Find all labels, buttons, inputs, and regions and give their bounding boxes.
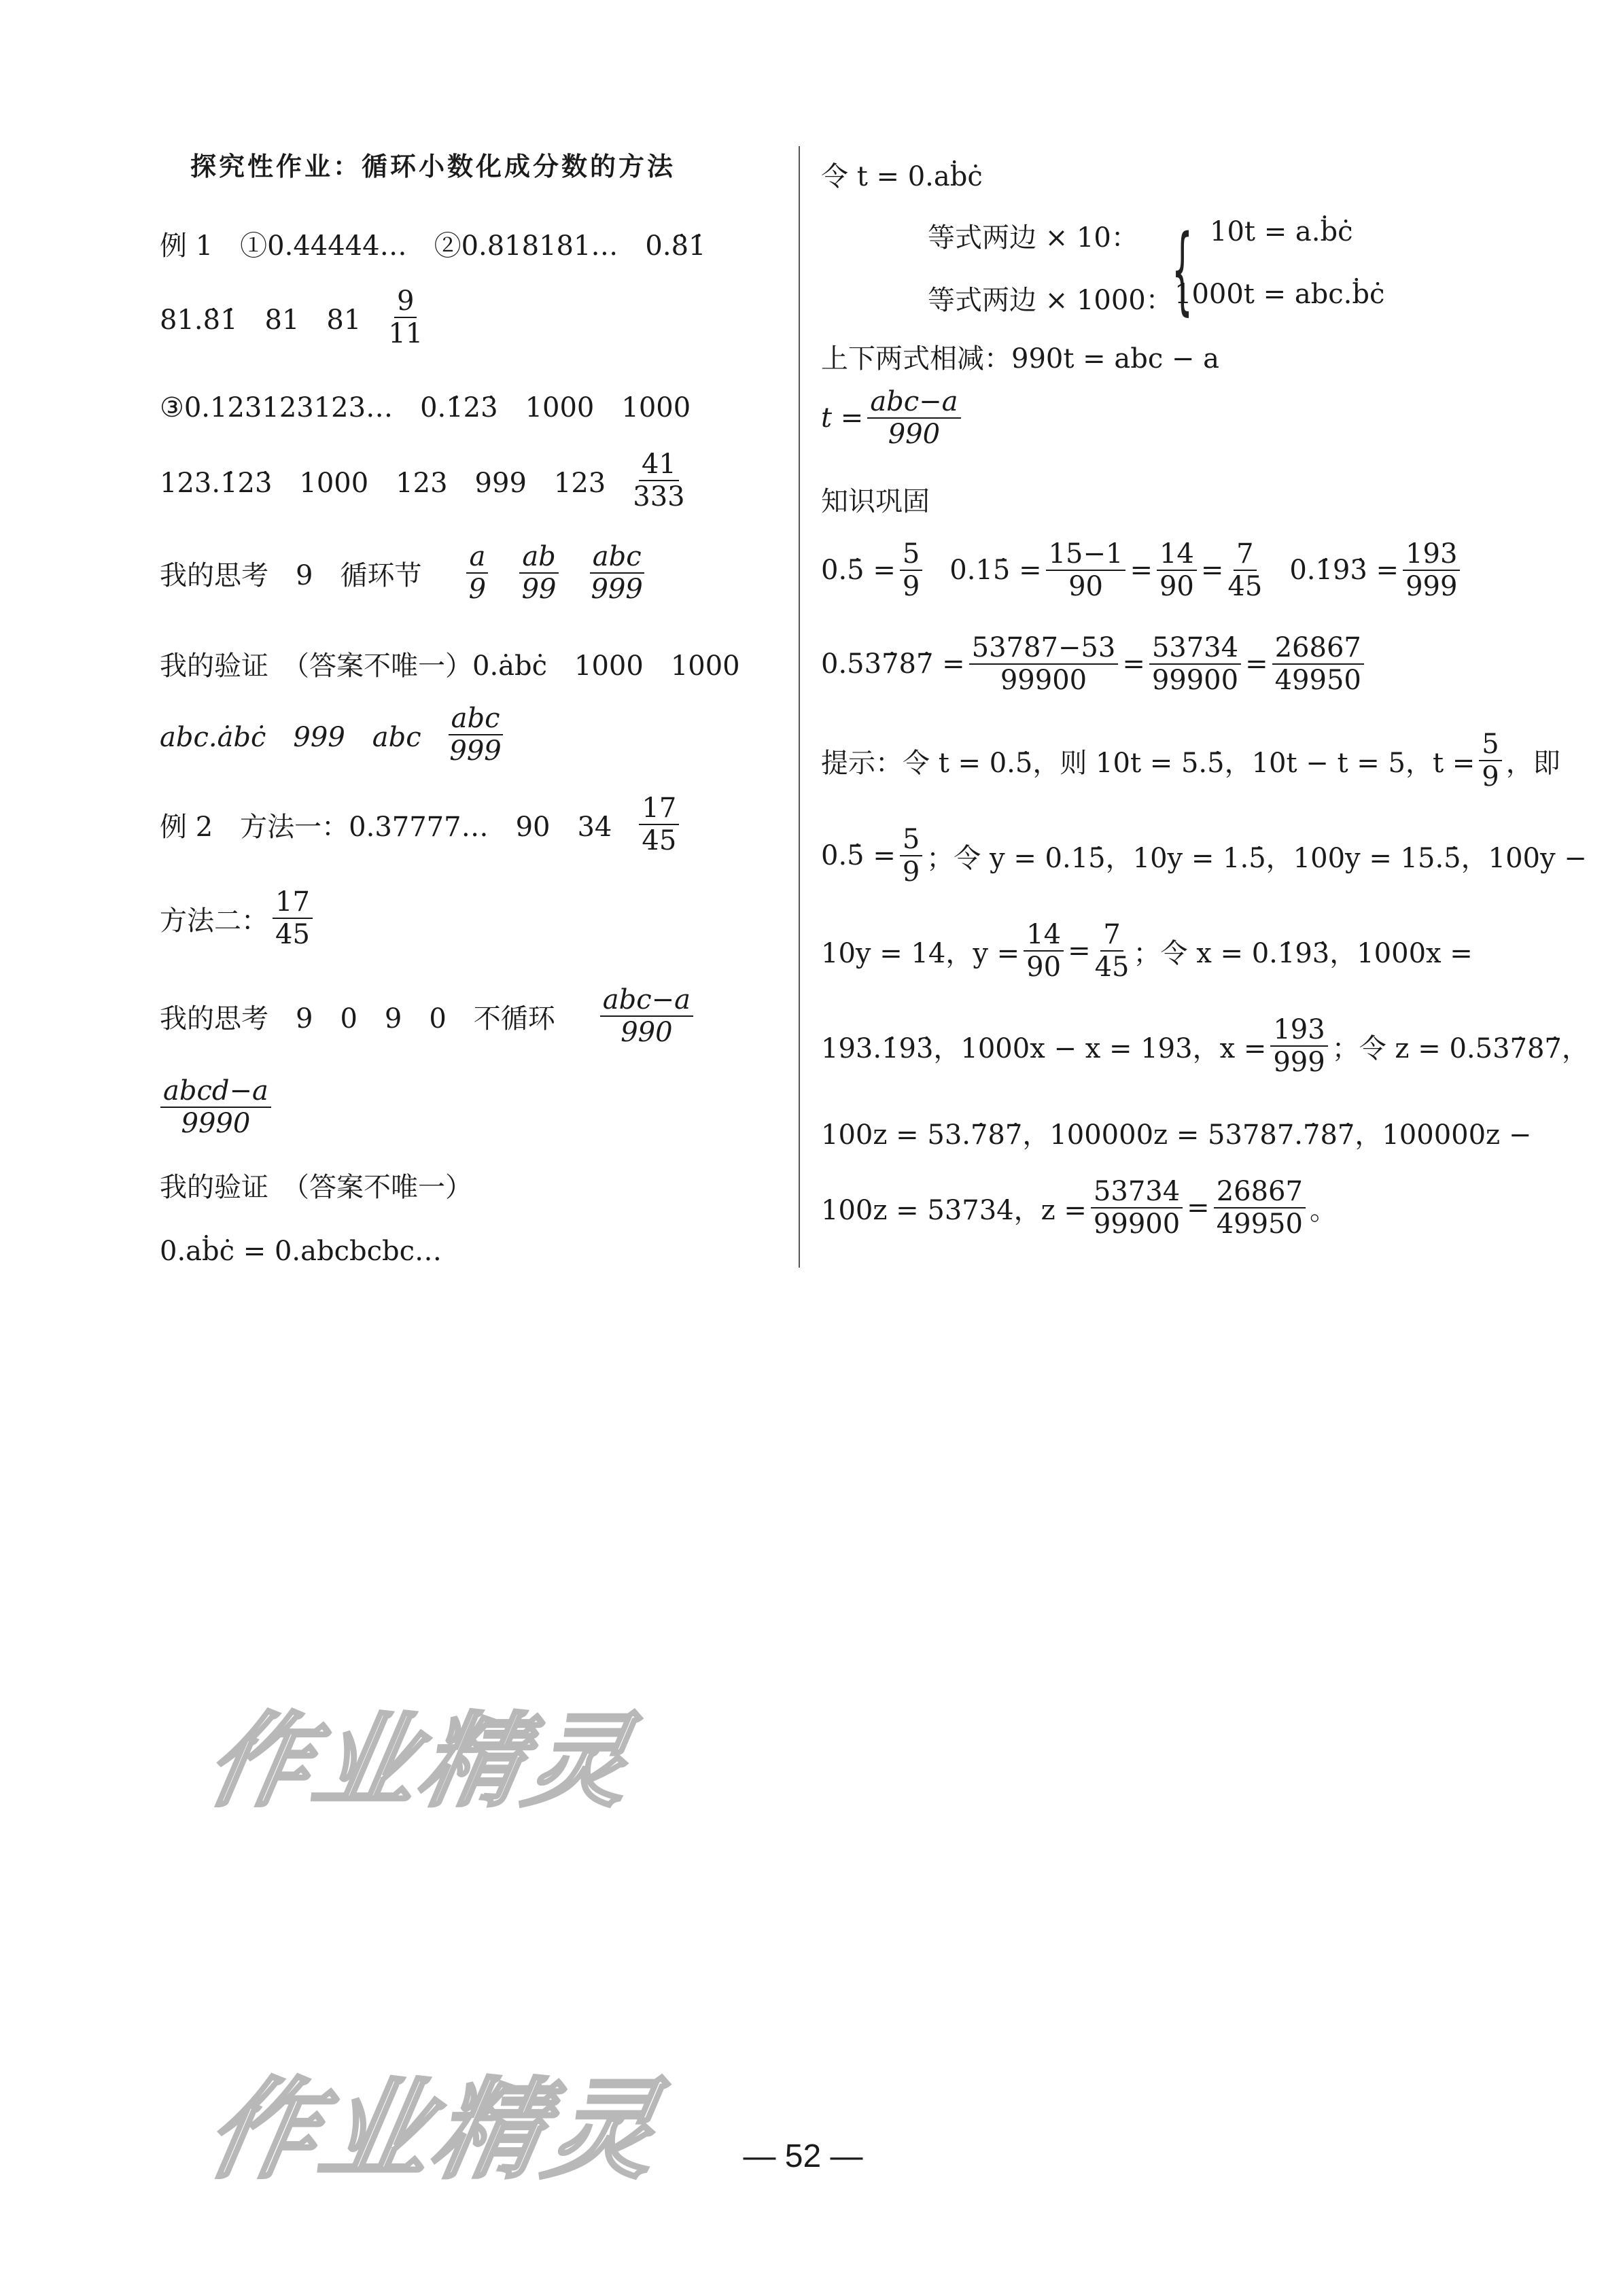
page-title: 探究性作业：循环小数化成分数的方法 bbox=[190, 152, 676, 181]
watermark: 作业精灵 bbox=[198, 2066, 672, 2193]
text: 例 2 方法一：0.37777… 90 34 bbox=[160, 811, 612, 843]
text: 0.5̇ = bbox=[821, 840, 896, 871]
fraction: $\frac{53734}{99900}$ bbox=[1091, 1176, 1183, 1240]
let-line: 令 t = 0.aḃċ bbox=[821, 161, 983, 192]
fraction: $\frac{26867}{49950}$ bbox=[1214, 1176, 1306, 1240]
brace-icon: { bbox=[1171, 215, 1193, 326]
eq-1: 10t = a.ḃċ bbox=[1210, 216, 1353, 247]
text: 81.8̇1̇ 81 81 bbox=[160, 304, 362, 336]
text: 0.537̇87̇ = bbox=[821, 648, 965, 680]
column-divider bbox=[799, 146, 800, 1268]
example2-line bbox=[160, 793, 683, 856]
fraction: $\frac{53787-53}{99900}$ bbox=[969, 632, 1119, 696]
text: 提示：令 t = 0.5̇，则 10t = 5.5̇，10t − t = 5，t = bbox=[821, 747, 1476, 779]
verify-line: 我的验证 （答案不唯一）0.ȧbċ 1000 1000 bbox=[160, 650, 740, 682]
text: ，即 bbox=[1505, 747, 1560, 779]
fraction: $\frac{\text{abc}}{999}$ bbox=[591, 541, 643, 605]
t-equals-line bbox=[821, 386, 965, 450]
method2-line bbox=[160, 886, 317, 950]
fraction: $\frac{\text{abcd−a}}{9990}$ bbox=[160, 1075, 271, 1139]
text: t = bbox=[821, 402, 864, 434]
fraction: $\frac{15-1}{90}$ bbox=[1046, 538, 1126, 602]
fraction: $\frac{17}{45}$ bbox=[639, 793, 679, 856]
example1-line: 例 1 ①0.44444… ②0.818181… 0.8̇1̇ bbox=[160, 230, 706, 262]
text: 193.1̇93̇，1000x − x = 193，x = bbox=[821, 1032, 1267, 1064]
example1-line2 bbox=[160, 285, 427, 349]
thinking-line bbox=[160, 541, 648, 605]
fraction: $\frac{a}{9}$ bbox=[466, 541, 488, 605]
text: 我的思考 9 0 9 0 不循环 bbox=[160, 1003, 555, 1034]
eq-2: 1000t = abc.ḃċ bbox=[1174, 279, 1385, 310]
text: 0.15̇ = bbox=[949, 555, 1042, 586]
fraction: $\frac{26867}{49950}$ bbox=[1272, 632, 1364, 696]
watermark: 作业精灵 bbox=[198, 1703, 644, 1821]
fraction: $\frac{5}{9}$ bbox=[900, 824, 922, 888]
example1-line3: ③0.123123123… 0.1̇23̇ 1000 1000 bbox=[160, 392, 691, 423]
verify-line4: 0.aḃċ = 0.abcbcbc… bbox=[160, 1236, 442, 1267]
hint-line-3: 10y = 14，y = $\frac{14}{90}$ = $\frac{7}{45}$ ；令 x = 0.1̇93̇，1000x = bbox=[821, 919, 1473, 983]
fraction: $\frac{5}{9}$ bbox=[900, 538, 922, 602]
thinking-line3 bbox=[156, 1075, 275, 1139]
fraction: $\frac{17}{45}$ bbox=[273, 886, 313, 950]
fraction: $\frac{193}{999}$ bbox=[1270, 1014, 1327, 1078]
verify-line3: 我的验证 （答案不唯一） bbox=[160, 1172, 472, 1203]
text: 。 bbox=[1309, 1194, 1337, 1226]
fraction: $\frac{9}{11}$ bbox=[388, 285, 423, 349]
hint-line-1 bbox=[821, 729, 1560, 793]
eq-label-1: 等式两边 × 10： bbox=[928, 222, 1138, 254]
fraction: $\frac{14}{90}$ bbox=[1024, 919, 1064, 983]
thinking-line2 bbox=[160, 984, 697, 1048]
text: 123.1̇23̇ 1000 123 999 123 bbox=[160, 467, 606, 499]
text: 10y = 14，y = bbox=[821, 937, 1020, 969]
text: ；令 z = 0.537̇87̇， bbox=[1331, 1032, 1589, 1064]
text: 我的思考 9 循环节 bbox=[160, 559, 422, 591]
text: 0.1̇93̇ = bbox=[1289, 555, 1399, 586]
eq-label-2: 等式两边 × 1000： bbox=[928, 285, 1173, 316]
fraction: $\frac{7}{45}$ bbox=[1227, 538, 1263, 602]
page-number: — 52 — bbox=[743, 2138, 863, 2174]
answer-line-1: 0.5̇ = $\frac{5}{9}$ 0.15̇ = $\frac{15-1}{90}$ = $\frac{14}{90}$ = $\frac{7}{45}$ 0.1̇93̇ = $\frac{193}{999}$ bbox=[821, 538, 1464, 602]
fraction: $\frac{\text{abc−a}}{990}$ bbox=[867, 386, 960, 450]
text: 方法二： bbox=[160, 905, 268, 937]
example1-line4 bbox=[160, 449, 689, 512]
fraction: $\frac{41}{333}$ bbox=[633, 449, 685, 512]
fraction: $\frac{14}{90}$ bbox=[1157, 538, 1197, 602]
fraction: $\frac{ab}{99}$ bbox=[519, 541, 558, 605]
verify-line2 bbox=[160, 703, 507, 767]
text: ；令 y = 0.15̇，10y = 1.5̇，100y = 15.5̇，100y − bbox=[926, 842, 1587, 874]
hint-line-2 bbox=[821, 824, 1587, 888]
fraction: $\frac{\text{abc}}{999}$ bbox=[449, 703, 502, 767]
subtract-line: 上下两式相减：990t = abc − a bbox=[821, 343, 1220, 375]
hint-line-5: 100z = 53.7̇87̇，100000z = 53787.7̇87̇，100000z − bbox=[821, 1119, 1532, 1151]
text: ；令 x = 0.1̇93̇，1000x = bbox=[1133, 937, 1473, 969]
text: abc.ȧbċ 999 abc bbox=[160, 721, 421, 753]
answer-line-2: 0.537̇87̇ = $\frac{53787-53}{99900}$ = $\frac{53734}{99900}$ = $\frac{26867}{49950}$ bbox=[821, 632, 1368, 696]
hint-line-6: 100z = 53734，z = $\frac{53734}{99900}$ = $\frac{26867}{49950}$ 。 bbox=[821, 1176, 1337, 1240]
fraction: $\frac{53734}{99900}$ bbox=[1149, 632, 1241, 696]
text: 0.5̇ = bbox=[821, 555, 896, 586]
text: 100z = 53734，z = bbox=[821, 1194, 1087, 1226]
hint-line-4 bbox=[821, 1014, 1589, 1078]
fraction: $\frac{\text{abc−a}}{990}$ bbox=[600, 984, 693, 1048]
fraction: $\frac{5}{9}$ bbox=[1479, 729, 1501, 793]
fraction: $\frac{7}{45}$ bbox=[1094, 919, 1130, 983]
section-heading: 知识巩固 bbox=[821, 486, 930, 517]
fraction: $\frac{193}{999}$ bbox=[1403, 538, 1460, 602]
